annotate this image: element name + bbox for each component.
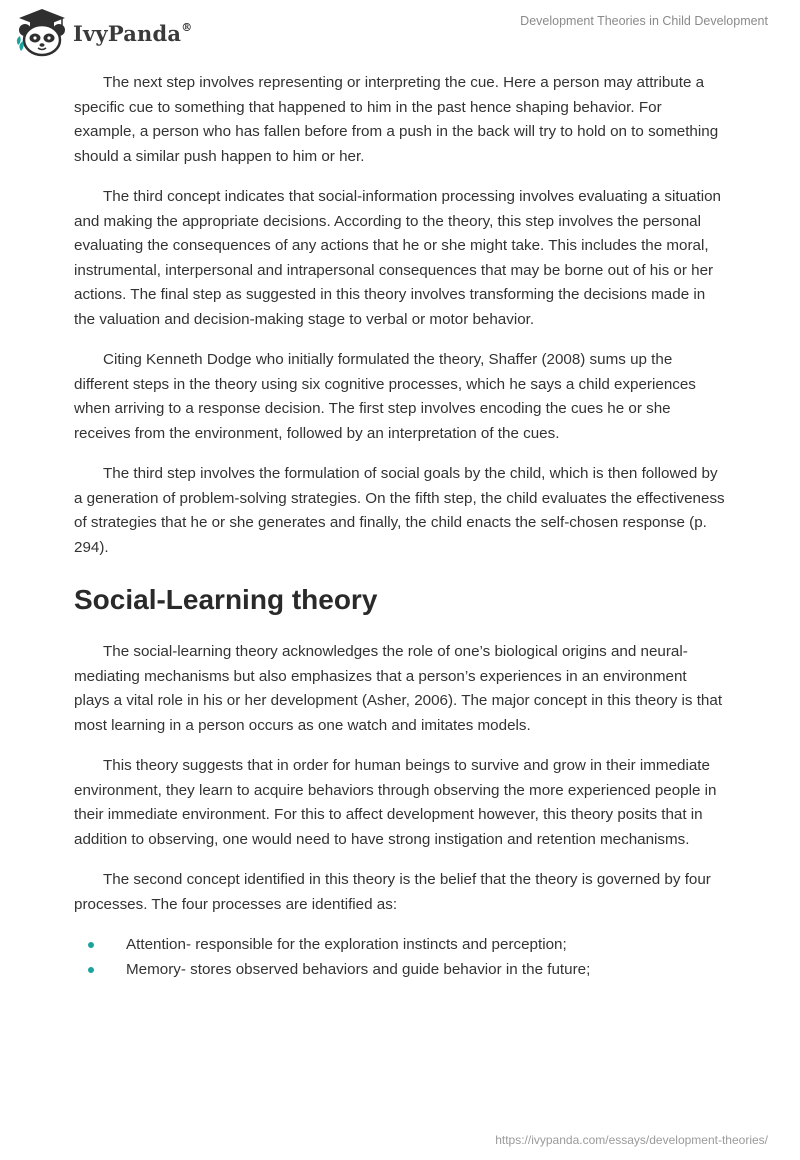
registered-mark: ®: [181, 20, 193, 34]
ivypanda-logo[interactable]: [15, 7, 192, 57]
list-item-text: Memory- stores observed behaviors and guide behavior in the future;: [126, 960, 591, 978]
logo-text: IvyPanda®: [73, 20, 193, 46]
bullet-dot-icon: [88, 942, 94, 948]
paragraph: The third concept indicates that social-information processing involves evaluating a situation and making the appropriate decisions. According to the theory, this step involves the personal evaluating the consequences of any actions that he or she might take. This includes the moral, instrumental, interpersonal and intrapersonal consequences that may be borne out of his or her actions. The final step as suggested in this theory involves transforming the decisions made in the valuation and decision-making stage to verbal or motor behavior.: [74, 188, 721, 328]
list-item-text: Attention- responsible for the exploration instincts and perception;: [126, 936, 567, 953]
list-item: [74, 933, 726, 958]
process-list: [74, 933, 726, 982]
paragraph: The third step involves the formulation of social goals by the child, which is then followed by a generation of problem-solving strategies. On the fifth step, the child evaluates the effectiveness of strategies that he or she generates and finally, the child enacts the self-chosen response (p. 294).: [74, 465, 725, 556]
bullet-dot-icon: [88, 967, 94, 973]
paragraph: This theory suggests that in order for human beings to survive and grow in their immediate environment, they learn to acquire behaviors through observing the more experienced people in their immediate environment. For this to affect development however, this theory posits that in addition to observing, one would need to have strong instigation and retention mechanisms.: [74, 757, 717, 848]
panda-graduate-icon: [15, 7, 69, 57]
essay-content: [74, 71, 726, 982]
document-title: Development Theories in Child Development: [520, 14, 768, 28]
paragraph: The second concept identified in this theory is the belief that the theory is governed by four processes. The four processes are identified as:: [74, 871, 711, 913]
page-header: [0, 0, 800, 64]
source-url[interactable]: https://ivypanda.com/essays/development-theories/: [495, 1133, 768, 1147]
paragraph: Citing Kenneth Dodge who initially formulated the theory, Shaffer (2008) sums up the different steps in the theory using six cognitive processes, which he says a child experiences when arriving to a response decision. The first step involves encoding the cues he or she receives from the environment, followed by an interpretation of the cues.: [74, 351, 696, 442]
list-item: [74, 958, 726, 983]
section-heading: Social-Learning theory: [74, 584, 378, 615]
paragraph: The next step involves representing or interpreting the cue. Here a person may attribute a specific cue to something that happened to him in the past hence shaping behavior. For example, a person who has fallen before from a push in the back will try to hold on to something should a similar push happen to him or her.: [74, 74, 719, 165]
paragraph: The social-learning theory acknowledges the role of one’s biological origins and neural-mediating mechanisms but also emphasizes that a person’s experiences in an environment plays a vital role in his or her development (Asher, 2006). The major concept in this theory is that most learning in a person occurs as one watch and imitates models.: [74, 643, 723, 734]
